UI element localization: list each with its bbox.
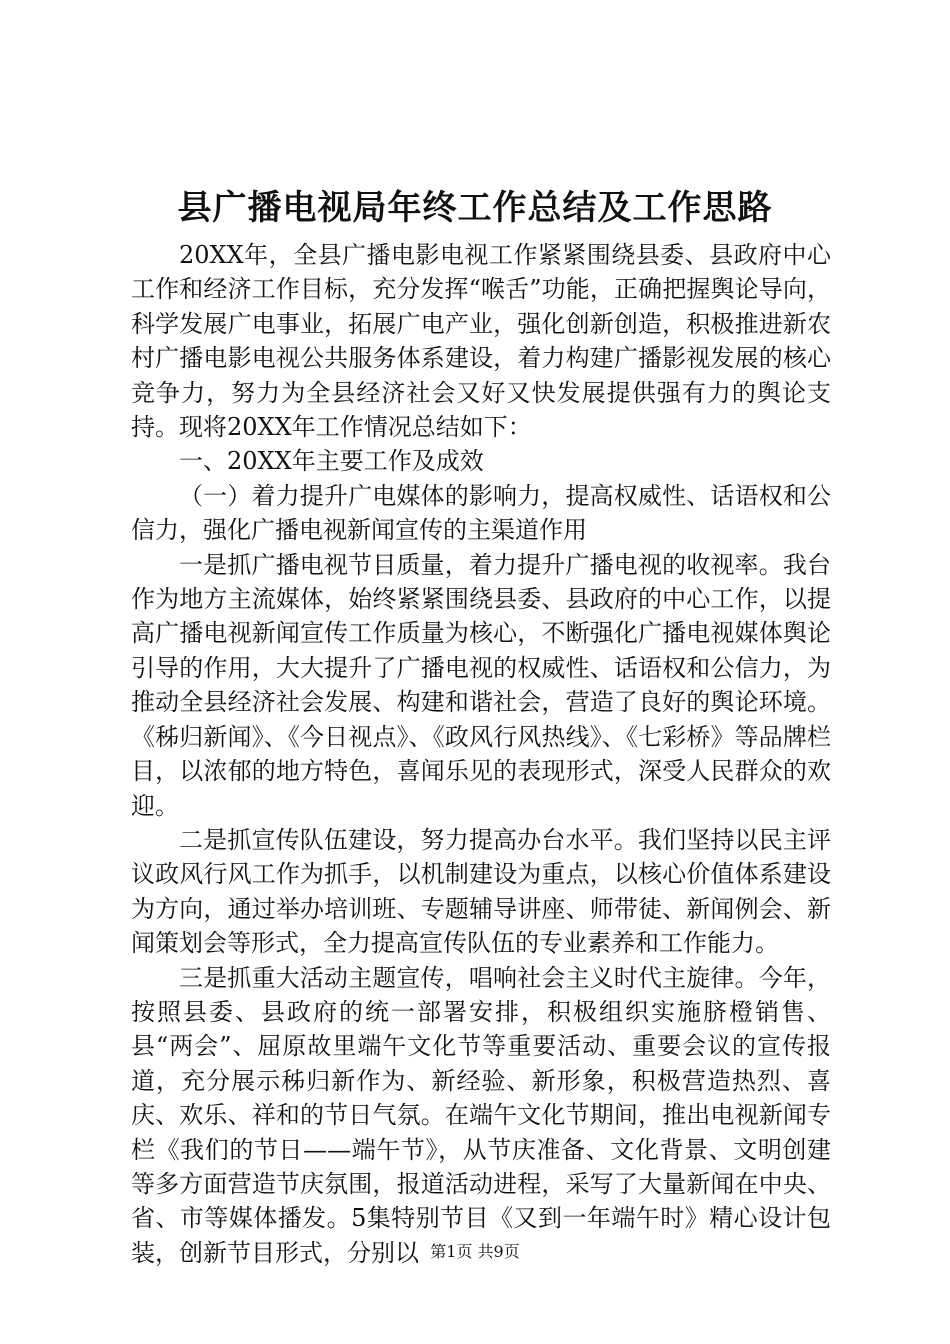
document-body xyxy=(131,238,831,1270)
page-number-footer: 第1页 共9页 xyxy=(430,1242,520,1261)
section-heading: 一、20XX年主要工作及成效 xyxy=(179,447,484,476)
document-title: 县广播电视局年终工作总结及工作思路 xyxy=(177,188,773,228)
paragraph: 三是抓重大活动主题宣传，唱响社会主义时代主旋律。今年，按照县委、县政府的统一部署安排，积极组织实施脐橙销售、县“两会”、屈原故里端午文化节等重要活动、重要会议的宣传报道，充分展示秭归新作为、新经验、新形象，积极营造热烈、喜庆、欢乐、祥和的节日气氛。在端午文化节期间，推出电视新闻专栏《我们的节日——端午节》，从节庆准备、文化背景、文明创建等多方面营造节庆氛围，报道活动进程，采写了大量新闻在中央、省、市等媒体播发。5集特别节目《又到一年端午时》精心设计包装，创新节目形式，分别以 xyxy=(131,963,831,1267)
paragraph: 二是抓宣传队伍建设，努力提高办台水平。我们坚持以民主评议政风行风工作为抓手，以机制建设为重点，以核心价值体系建设为方向，通过举办培训班、专题辅导讲座、师带徒、新闻例会、新闻策划会等形式，全力提高宣传队伍的专业素养和工作能力。 xyxy=(131,825,831,958)
subsection-heading: （一）着力提升广电媒体的影响力，提高权威性、话语权和公信力，强化广播电视新闻宣传的主渠道作用 xyxy=(131,481,831,545)
paragraph: 20XX年，全县广播电影电视工作紧紧围绕县委、县政府中心工作和经济工作目标，充分发挥“喉舌”功能，正确把握舆论导向，科学发展广电事业，拓展广电产业，强化创新创造，积极推进新农村广播电影电视公共服务体系建设，着力构建广播影视发展的核心竞争力，努力为全县经济社会又好又快发展提供强有力的舆论支持。现将20XX年工作情况总结如下： xyxy=(131,241,831,442)
paragraph: 一是抓广播电视节目质量，着力提升广播电视的收视率。我台作为地方主流媒体，始终紧紧围绕县委、县政府的中心工作，以提高广播电视新闻宣传工作质量为核心，不断强化广播电视媒体舆论引导的作用，大大提升了广播电视的权威性、话语权和公信力，为推动全县经济社会发展、构建和谐社会，营造了良好的舆论环境。《秭归新闻》、《今日视点》、《政风行风热线》、《七彩桥》等品牌栏目，以浓郁的地方特色，喜闻乐见的表现形式，深受人民群众的欢迎。 xyxy=(131,550,831,820)
